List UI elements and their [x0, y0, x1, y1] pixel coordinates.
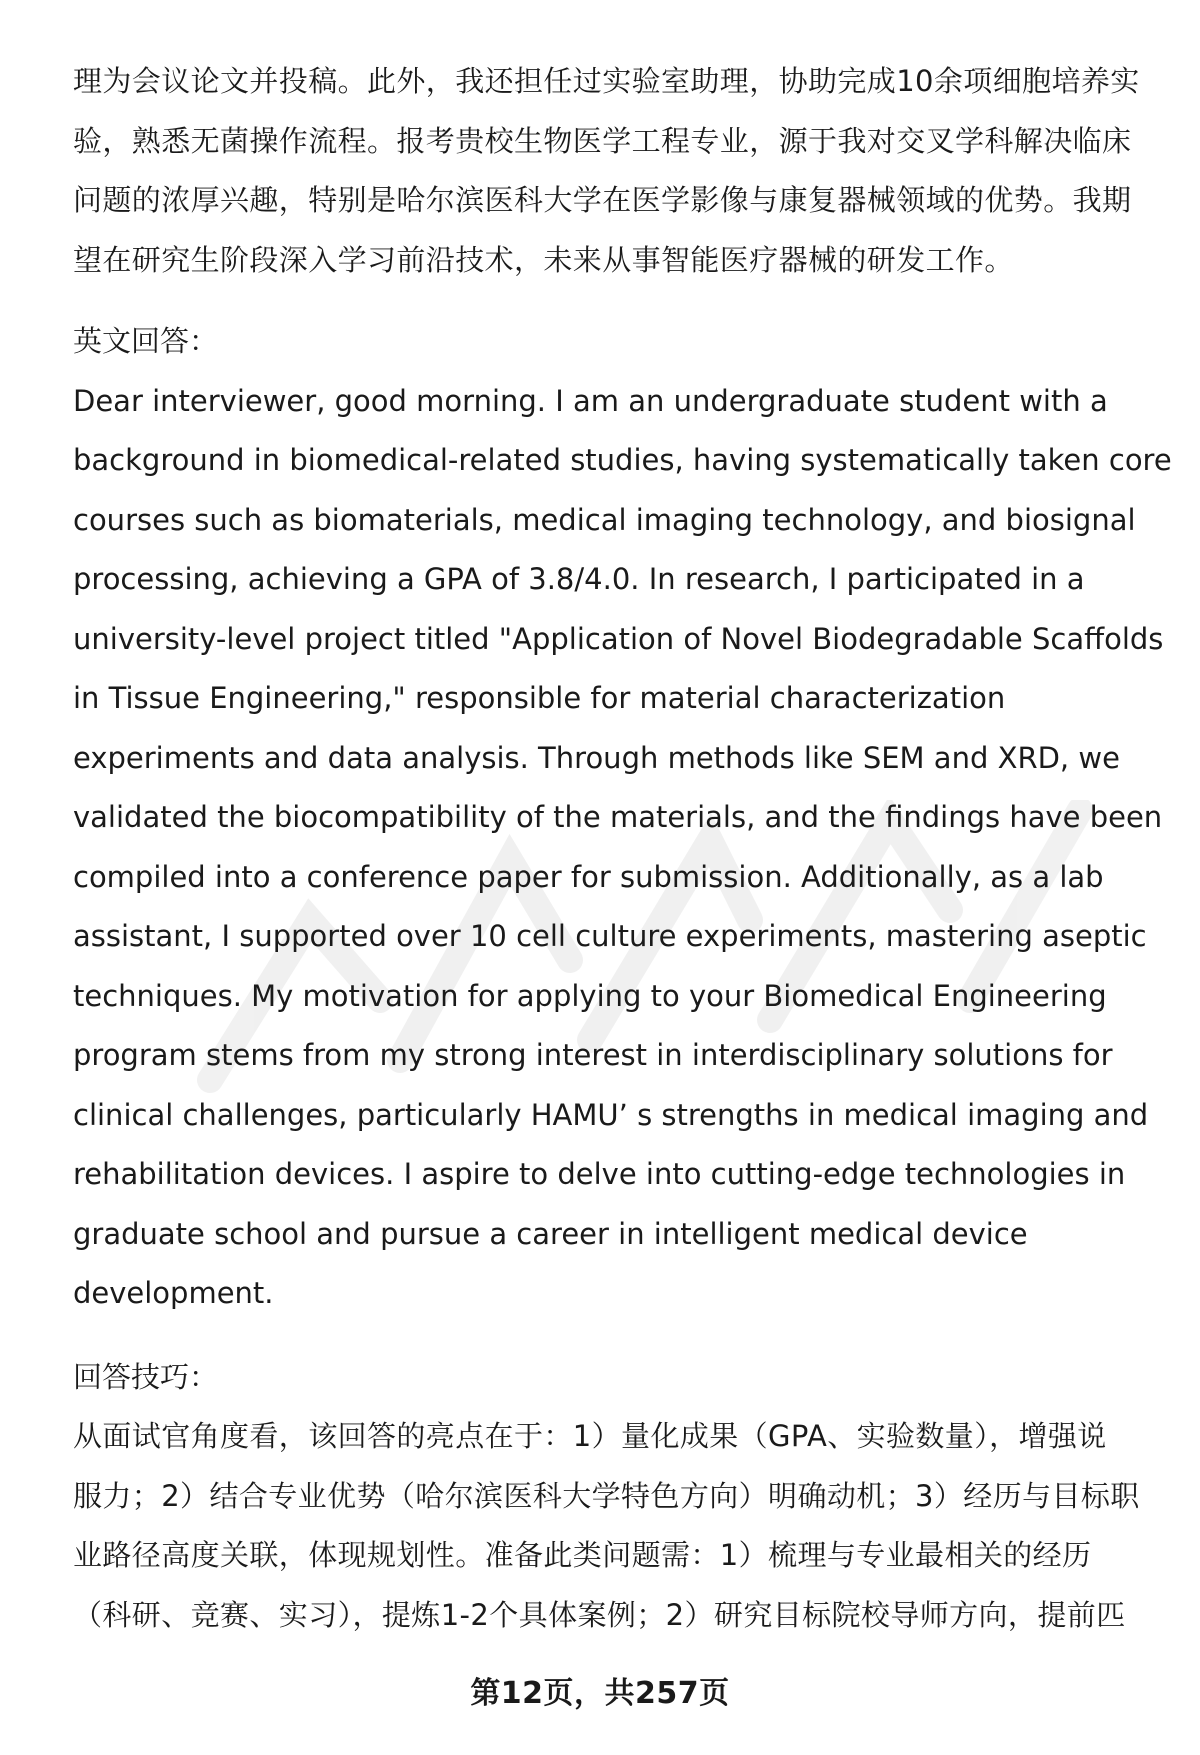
tips-paragraph: [73, 1407, 1153, 1645]
intro-line: 理为会议论文并投稿。此外，我还担任过实验室助理，协助完成10余项细胞培养实: [73, 64, 1140, 98]
english-answer-line: graduate school and pursue a career in intelligent medical device: [73, 1216, 1028, 1251]
english-answer-line: background in biomedical-related studies, having systematically taken core: [73, 443, 1172, 477]
english-answer-line: clinical challenges, particularly HAMU’ s strengths in medical imaging and: [73, 1097, 1149, 1132]
english-answer-line: validated the biocompatibility of the materials, and the findings have been: [73, 800, 1163, 834]
english-answer-line: assistant, I supported over 10 cell culture experiments, mastering aseptic: [73, 919, 1147, 953]
english-answer-heading: 英文回答：: [73, 324, 219, 358]
tips-line: 从面试官角度看，该回答的亮点在于：1）量化成果（GPA、实验数量），增强说: [73, 1419, 1107, 1453]
english-answer-line: courses such as biomaterials, medical imaging technology, and biosignal: [73, 502, 1136, 537]
english-answer-line: university-level project titled "Application of Novel Biodegradable Scaffolds: [73, 621, 1164, 656]
english-answer-line: development.: [73, 1276, 274, 1310]
intro-line: 问题的浓厚兴趣，特别是哈尔滨医科大学在医学影像与康复器械领域的优势。我期: [73, 183, 1132, 217]
tips-line: 业路径高度关联，体现规划性。准备此类问题需：1）梳理与专业最相关的经历: [73, 1538, 1092, 1572]
intro-line: 验，熟悉无菌操作流程。报考贵校生物医学工程专业，源于我对交叉学科解决临床: [73, 123, 1132, 158]
english-answer-line: techniques. My motivation for applying to your Biomedical Engineering: [73, 978, 1107, 1013]
tips-line: 服力；2）结合专业优势（哈尔滨医科大学特色方向）明确动机；3）经历与目标职: [73, 1478, 1140, 1513]
english-answer-line: Dear interviewer, good morning. I am an undergraduate student with a: [73, 383, 1108, 418]
tips-line: （科研、竞赛、实习），提炼1-2个具体案例；2）研究目标院校导师方向，提前匹: [73, 1597, 1126, 1632]
english-answer-paragraph: [73, 372, 1172, 1324]
document-page: [73, 52, 1172, 1645]
english-answer-line: in Tissue Engineering," responsible for material characterization: [73, 681, 1006, 715]
page-number-footer: 第12页，共257页: [470, 1676, 730, 1711]
english-answer-line: program stems from my strong interest in interdisciplinary solutions for: [73, 1038, 1113, 1072]
tips-heading: 回答技巧：: [73, 1359, 219, 1394]
english-answer-line: experiments and data analysis. Through methods like SEM and XRD, we: [73, 740, 1120, 775]
english-answer-line: rehabilitation devices. I aspire to delve into cutting-edge technologies in: [73, 1157, 1126, 1191]
intro-line: 望在研究生阶段深入学习前沿技术，未来从事智能医疗器械的研发工作。: [73, 242, 1014, 277]
english-answer-line: processing, achieving a GPA of 3.8/4.0. In research, I participated in a: [73, 562, 1085, 596]
intro-paragraph: [73, 52, 1153, 290]
english-answer-line: compiled into a conference paper for submission. Additionally, as a lab: [73, 859, 1104, 894]
